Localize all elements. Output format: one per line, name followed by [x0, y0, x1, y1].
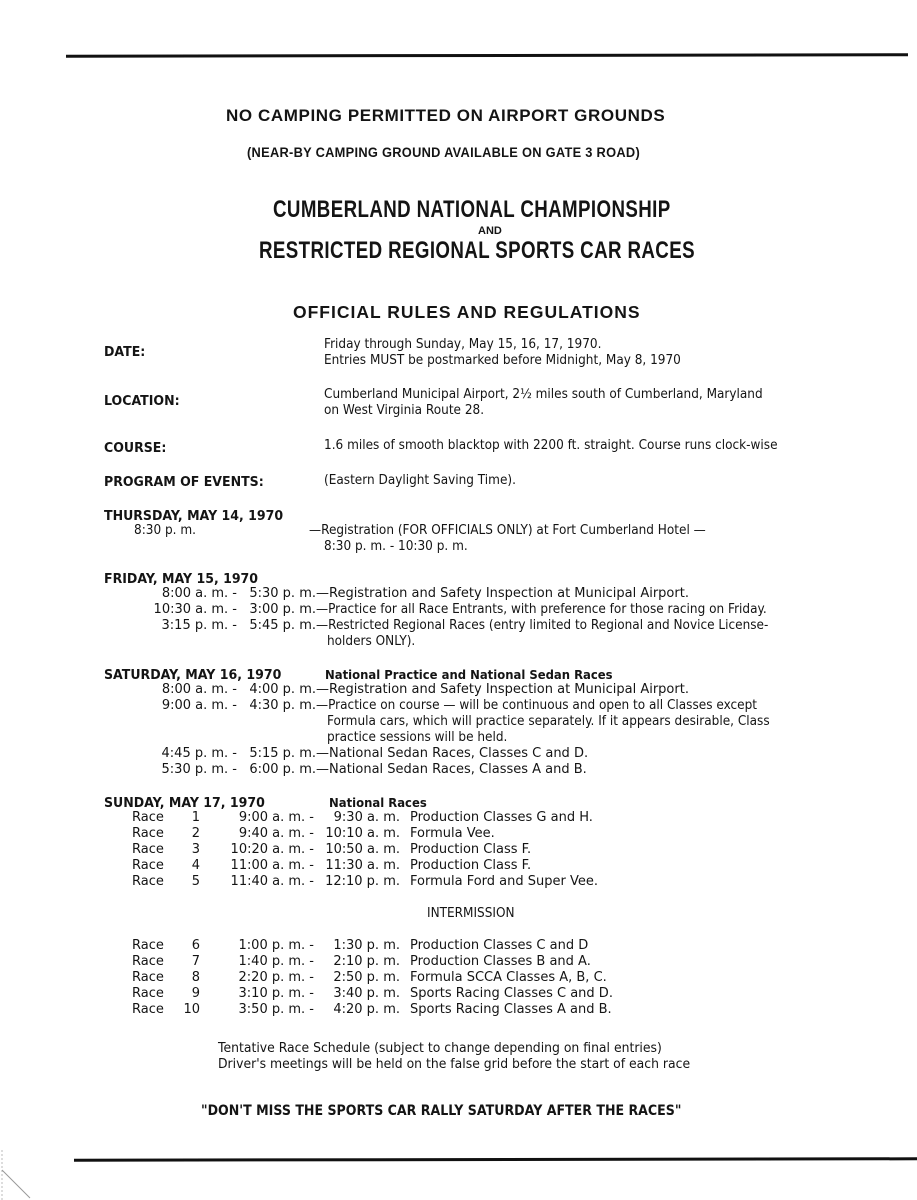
race-number: 6: [191, 938, 200, 953]
race-description: Sports Racing Classes C and D.: [410, 986, 613, 1001]
event-desc: —Registration and Safety Inspection at Municipal Airport.: [316, 682, 689, 697]
thursday-desc-2: 8:30 p. m. - 10:30 p. m.: [324, 539, 468, 554]
camping-ground-note: (NEAR-BY CAMPING GROUND AVAILABLE ON GATE 3 ROAD): [247, 145, 641, 160]
page-corner-fold: [0, 1150, 40, 1200]
location-label: LOCATION:: [104, 393, 180, 409]
race-number: 7: [191, 954, 200, 969]
race-description: Production Classes G and H.: [410, 810, 593, 825]
race-start-time: 3:50 p. m. -: [238, 1002, 314, 1017]
saturday-event-continuation: practice sessions will be held.: [327, 730, 508, 745]
title-and: AND: [478, 225, 502, 237]
event-end: 3:00 p. m.: [249, 602, 316, 617]
race-end-time: 1:30 p. m.: [333, 938, 400, 953]
event-start: 10:30 a. m. -: [153, 602, 237, 617]
race-start-time: 1:40 p. m. -: [238, 954, 314, 969]
race-description: Formula SCCA Classes A, B, C.: [410, 970, 607, 985]
race-number: 9: [191, 986, 200, 1001]
race-start-time: 9:00 a. m. -: [238, 810, 314, 825]
course-line: 1.6 miles of smooth blacktop with 2200 ft. straight. Course runs clock-wise: [324, 438, 778, 453]
race-label: Race: [132, 954, 164, 969]
event-end: 5:45 p. m.: [249, 618, 316, 633]
race-number: 8: [191, 970, 200, 985]
title-line-1: CUMBERLAND NATIONAL CHAMPIONSHIP: [273, 196, 671, 223]
event-end: 5:30 p. m.: [249, 586, 316, 601]
race-end-time: 9:30 a. m.: [333, 810, 400, 825]
race-start-time: 11:40 a. m. -: [230, 874, 314, 889]
date-label: DATE:: [104, 344, 146, 360]
course-label: COURSE:: [104, 440, 167, 456]
friday-event-continuation: holders ONLY).: [327, 634, 416, 649]
thursday-time: 8:30 p. m.: [134, 523, 196, 538]
location-line-1: Cumberland Municipal Airport, 2½ miles south of Cumberland, Maryland: [324, 387, 763, 402]
race-number: 5: [191, 874, 200, 889]
race-number: 3: [191, 842, 200, 857]
race-start-time: 9:40 a. m. -: [238, 826, 314, 841]
race-end-time: 10:50 a. m.: [325, 842, 400, 857]
no-camping-notice: NO CAMPING PERMITTED ON AIRPORT GROUNDS: [226, 106, 666, 125]
race-number: 10: [183, 1002, 200, 1017]
page-subtitle: OFFICIAL RULES AND REGULATIONS: [293, 302, 641, 322]
race-end-time: 2:10 p. m.: [333, 954, 400, 969]
race-end-time: 3:40 p. m.: [333, 986, 400, 1001]
event-desc: —National Sedan Races, Classes C and D.: [316, 746, 589, 761]
event-start: 8:00 a. m. -: [161, 586, 237, 601]
race-start-time: 1:00 p. m. -: [238, 938, 314, 953]
race-end-time: 2:50 p. m.: [333, 970, 400, 985]
event-start: 9:00 a. m. -: [161, 698, 237, 713]
intermission-label: INTERMISSION: [427, 906, 515, 921]
race-description: Production Classes C and D: [410, 938, 589, 953]
event-desc: —Restricted Regional Races (entry limited to Regional and Novice License-: [316, 618, 769, 633]
race-description: Formula Ford and Super Vee.: [410, 874, 598, 889]
event-start: 8:00 a. m. -: [161, 682, 237, 697]
race-end-time: 12:10 p. m.: [325, 874, 400, 889]
event-end: 5:15 p. m.: [249, 746, 316, 761]
event-start: 3:15 p. m. -: [161, 618, 237, 633]
event-desc: —Registration and Safety Inspection at Municipal Airport.: [316, 586, 689, 601]
date-line-2: Entries MUST be postmarked before Midnight, May 8, 1970: [324, 353, 681, 368]
race-description: Sports Racing Classes A and B.: [410, 1002, 612, 1017]
title-line-2: RESTRICTED REGIONAL SPORTS CAR RACES: [259, 237, 695, 264]
race-end-time: 11:30 a. m.: [325, 858, 400, 873]
date-line-1: Friday through Sunday, May 15, 16, 17, 1970.: [324, 337, 602, 352]
saturday-heading: SATURDAY, MAY 16, 1970: [104, 667, 282, 683]
race-end-time: 10:10 a. m.: [325, 826, 400, 841]
friday-heading: FRIDAY, MAY 15, 1970: [104, 571, 259, 587]
race-number: 2: [191, 826, 200, 841]
race-number: 4: [191, 858, 200, 873]
race-start-time: 2:20 p. m. -: [238, 970, 314, 985]
race-label: Race: [132, 970, 164, 985]
event-desc: —National Sedan Races, Classes A and B.: [316, 762, 587, 777]
race-description: Formula Vee.: [410, 826, 495, 841]
race-description: Production Class F.: [410, 842, 532, 857]
race-label: Race: [132, 810, 164, 825]
saturday-event-continuation: Formula cars, which will practice separately. If it appears desirable, Class: [327, 714, 770, 729]
event-start: 4:45 p. m. -: [161, 746, 237, 761]
event-end: 4:00 p. m.: [249, 682, 316, 697]
location-line-2: on West Virginia Route 28.: [324, 403, 485, 418]
race-label: Race: [132, 1002, 164, 1017]
race-label: Race: [132, 986, 164, 1001]
event-end: 6:00 p. m.: [249, 762, 316, 777]
sunday-subheading: National Races: [329, 795, 427, 810]
drivers-meeting-note: Driver's meetings will be held on the false grid before the start of each race: [218, 1057, 691, 1072]
event-desc: —Practice for all Race Entrants, with preference for those racing on Friday.: [316, 602, 767, 617]
event-desc: —Practice on course — will be continuous and open to all Classes except: [316, 698, 758, 713]
event-start: 5:30 p. m. -: [161, 762, 237, 777]
program-line: (Eastern Daylight Saving Time).: [324, 473, 516, 488]
top-divider-line: [66, 53, 908, 57]
race-description: Production Classes B and A.: [410, 954, 591, 969]
event-end: 4:30 p. m.: [249, 698, 316, 713]
thursday-desc-1: —Registration (FOR OFFICIALS ONLY) at Fort Cumberland Hotel —: [309, 523, 706, 538]
race-label: Race: [132, 874, 164, 889]
race-start-time: 11:00 a. m. -: [230, 858, 314, 873]
race-start-time: 10:20 a. m. -: [230, 842, 314, 857]
program-label: PROGRAM OF EVENTS:: [104, 474, 264, 490]
race-label: Race: [132, 858, 164, 873]
race-label: Race: [132, 938, 164, 953]
race-label: Race: [132, 842, 164, 857]
race-start-time: 3:10 p. m. -: [238, 986, 314, 1001]
sunday-heading: SUNDAY, MAY 17, 1970: [104, 795, 265, 811]
tentative-schedule-note: Tentative Race Schedule (subject to change depending on final entries): [218, 1041, 662, 1056]
rally-notice: "DON'T MISS THE SPORTS CAR RALLY SATURDAY AFTER THE RACES": [201, 1103, 682, 1119]
race-description: Production Class F.: [410, 858, 532, 873]
race-label: Race: [132, 826, 164, 841]
race-end-time: 4:20 p. m.: [333, 1002, 400, 1017]
thursday-heading: THURSDAY, MAY 14, 1970: [104, 508, 284, 524]
saturday-subheading: National Practice and National Sedan Races: [325, 667, 613, 682]
bottom-divider-line: [74, 1157, 917, 1161]
race-number: 1: [191, 810, 200, 825]
